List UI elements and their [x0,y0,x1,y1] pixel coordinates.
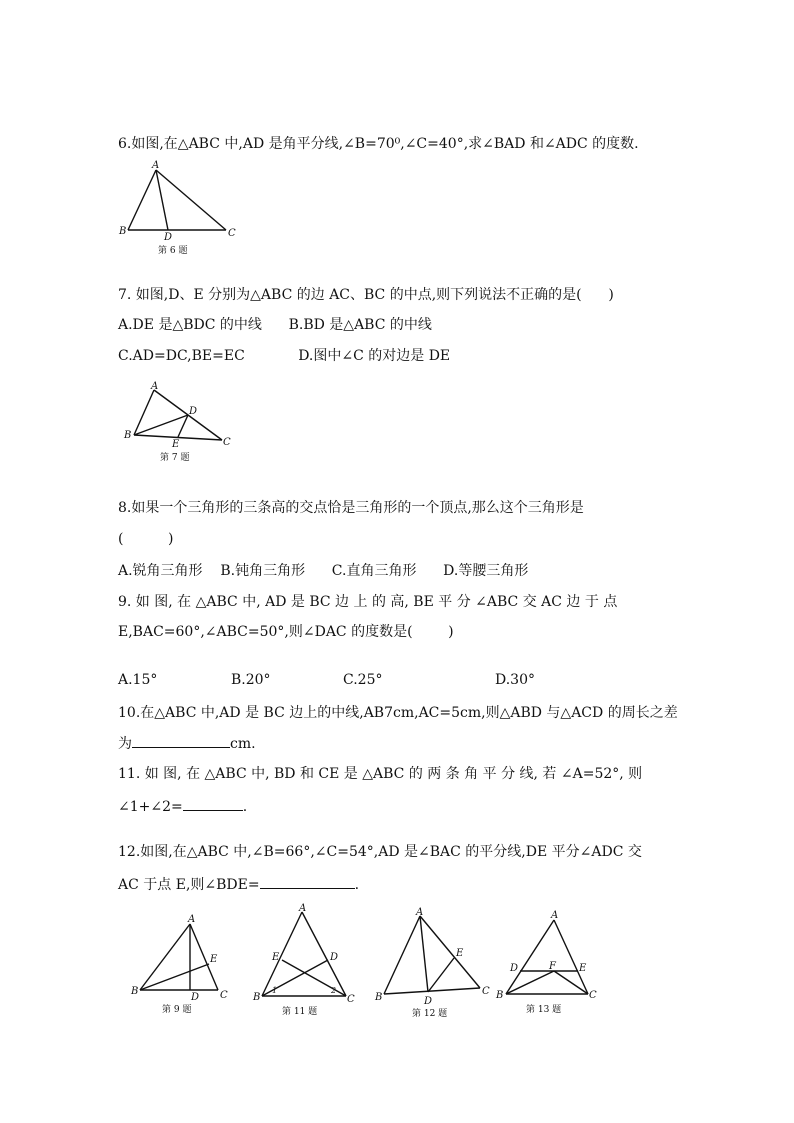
fig12-label-e: E [456,948,464,959]
fig7-label-b: B [124,430,132,441]
fig11-label-a: A [299,903,307,914]
q11-prefix: ∠1+∠2= [118,799,183,815]
fig7-caption: 第 7 题 [160,453,190,463]
fig12-side-ac [420,916,480,988]
figure-q12 [372,906,492,1022]
fig6-label-b: B [119,226,127,237]
fig6-label-a: A [152,160,160,171]
fig12-label-b: B [375,992,383,1003]
fig13-label-e: E [579,963,587,974]
q7-text: 7. 如图,D、E 分别为△ABC 的边 AC、BC 的中点,则下列说法不正确的是( ) [118,287,614,303]
q10-text-line2 [118,733,256,754]
fig12-side-ab [384,916,420,994]
q11-suffix: . [242,799,248,815]
fig9-label-b: B [131,986,139,997]
fig11-side-ab [262,912,302,996]
fig7-label-e: E [172,439,180,450]
figure-q11 [250,902,360,1022]
q7-options-line2: C.AD=DC,BE=EC D.图中∠C 的对边是 DE [118,348,451,364]
q10-suffix: cm. [230,736,256,752]
fig11-label-b: B [253,992,261,1003]
fig6-caption: 第 6 题 [158,246,188,256]
q12-suffix: . [354,877,360,893]
fig7-label-c: C [223,437,231,448]
fig12-label-a: A [416,907,424,918]
q10-text-line1: 10.在△ABC 中,AD 是 BC 边上的中线,AB7cm,AC=5cm,则△ABD 与△ACD 的周长之差 [118,705,678,721]
fig9-label-c: C [220,990,228,1001]
fig13-label-d: D [510,963,519,974]
q7-options-line1: A.DE 是△BDC 的中线 B.BD 是△ABC 的中线 [118,317,432,333]
fig13-caption: 第 13 题 [526,1005,562,1015]
fig13-label-f: F [549,961,556,972]
fig13-label-c: C [589,990,597,1001]
fig9-caption: 第 9 题 [162,1005,192,1015]
q12-prefix: AC 于点 E,则∠BDE= [118,877,260,893]
fig9-label-d: D [191,992,200,1003]
q6-text: 6.如图,在△ABC 中,AD 是角平分线,∠B=70⁰,∠C=40°,求∠BAD 和∠ADC 的度数. [118,136,639,152]
q8-options: A.锐角三角形 B.钝角三角形 C.直角三角形 D.等腰三角形 [118,563,529,579]
figure-q13 [496,908,616,1020]
q9-option-b: B.20° [231,672,271,688]
fig13-label-b: B [496,990,504,1001]
q11-text-line2 [118,796,247,817]
figure-q9 [128,912,238,1022]
q9-option-c: C.25° [343,672,383,688]
fig11-label-c: C [347,994,355,1005]
q12-answer-blank[interactable] [260,874,355,889]
q11-answer-blank[interactable] [183,796,243,811]
q10-prefix: 为 [118,736,132,752]
fig12-label-d: D [424,996,433,1007]
fig12-bisector-ad [420,916,428,992]
q9-option-a: A.15° [118,672,158,688]
q12-text-line1: 12.如图,在△ABC 中,∠B=66°,∠C=54°,AD 是∠BAC 的平分线,DE 平分∠ADC 交 [118,844,642,860]
q9-text-line2: E,BAC=60°,∠ABC=50°,则∠DAC 的度数是( ) [118,624,454,640]
fig6-label-c: C [228,228,236,239]
fig11-label-e: E [272,952,280,963]
fig7-label-a: A [151,381,159,392]
q8-text-line2: ( ) [118,531,174,547]
fig11-caption: 第 11 题 [282,1007,318,1017]
q12-text-line2 [118,874,359,895]
fig12-label-c: C [482,986,490,997]
fig9-label-e: E [210,954,218,965]
fig13-label-a: A [551,910,559,921]
fig12-side-bc [384,988,480,994]
fig9-label-a: A [188,914,196,925]
fig12-bisector-de [428,958,454,992]
fig12-caption: 第 12 题 [412,1009,448,1019]
q10-answer-blank[interactable] [132,733,230,748]
fig11-angle-2: 2 [331,986,337,995]
figure-q6 [118,160,238,260]
figure-q7 [118,380,238,465]
q11-text-line1: 11. 如 图, 在 △ABC 中, BD 和 CE 是 △ABC 的 两 条 角 平 分 线, 若 ∠A=52°, 则 [118,766,643,782]
fig6-label-d: D [164,232,173,243]
fig11-angle-1: 1 [272,986,278,995]
q9-text-line1: 9. 如 图, 在 △ABC 中, AD 是 BC 边 上 的 高, BE 平 分 ∠ABC 交 AC 边 于 点 [118,594,618,610]
q9-option-d: D.30° [495,672,535,688]
fig6-side-ab [128,170,156,230]
q8-text-line1: 8.如果一个三角形的三条高的交点恰是三角形的一个顶点,那么这个三角形是 [118,500,584,516]
fig7-label-d: D [189,406,198,417]
fig11-label-d: D [330,952,339,963]
